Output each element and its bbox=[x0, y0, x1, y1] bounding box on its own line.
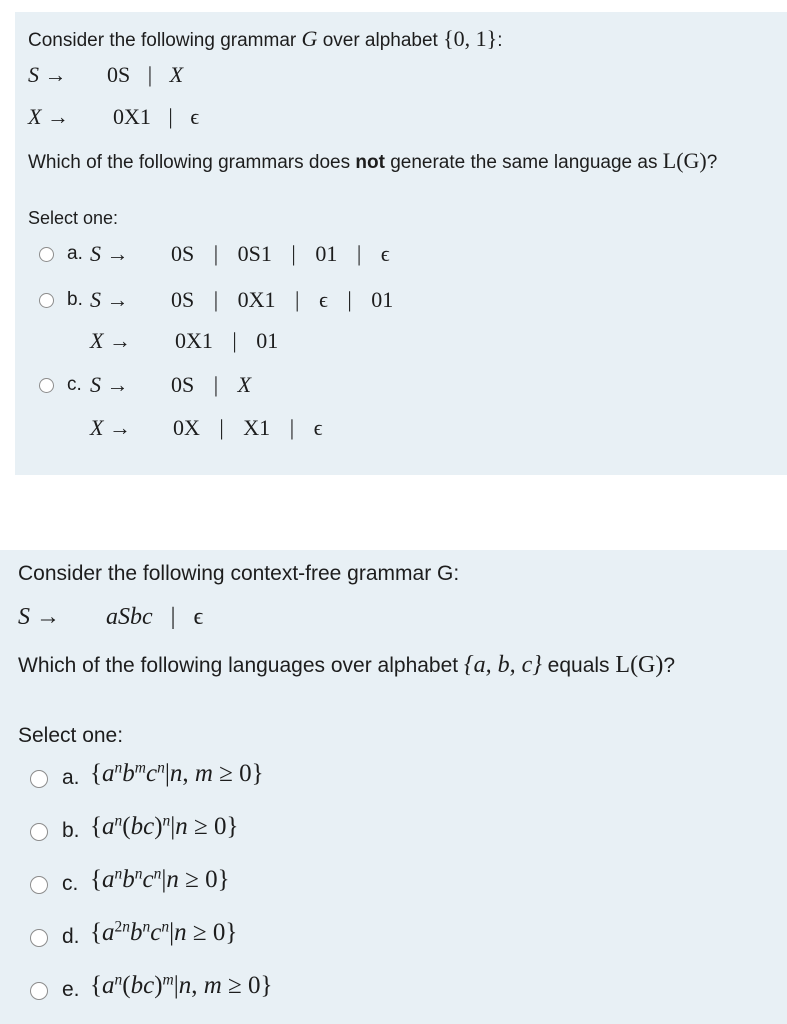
rule-alt: 0S1 bbox=[237, 241, 272, 266]
q1-rule-x bbox=[28, 104, 69, 130]
q1-select-label: Select one: bbox=[28, 208, 119, 228]
q2-option-b-set: $\{a^n(bc)^n|n \ge 0\}$ bbox=[90, 812, 239, 840]
q1-intro bbox=[28, 26, 503, 52]
q2-option-e-letter: e. bbox=[62, 978, 80, 1001]
q1-question-text: Which of the following grammars does bbox=[28, 152, 351, 173]
rule-lhs: S bbox=[90, 372, 101, 397]
rule-alt: 0S bbox=[107, 62, 131, 87]
rule-alt: ϵ bbox=[190, 104, 200, 129]
rule-separator: | bbox=[168, 104, 173, 129]
q2-equals-text: equals bbox=[547, 654, 610, 677]
rule-alt: aSbc bbox=[106, 604, 153, 630]
rule-separator: | bbox=[295, 287, 300, 312]
q1-rule-s-rhs bbox=[107, 62, 183, 88]
rule-separator: | bbox=[291, 241, 296, 266]
rule-separator: | bbox=[232, 328, 237, 353]
rule-arrow: → bbox=[106, 287, 129, 312]
q2-question bbox=[18, 652, 675, 679]
q1-option-a-line bbox=[90, 241, 129, 267]
q1-grammar-symbol: G bbox=[301, 26, 318, 51]
q1-option-c-letter: c. bbox=[67, 374, 82, 395]
rule-alt: 0S bbox=[171, 287, 195, 312]
q1-question bbox=[28, 148, 717, 174]
rule-arrow: → bbox=[108, 415, 131, 440]
rule-alt: 0X1 bbox=[113, 104, 151, 129]
q1-option-b-letter: b. bbox=[67, 289, 83, 310]
q1-question-end: ? bbox=[706, 152, 718, 173]
q2-option-c-set: $\{a^nb^nc^n|n \ge 0\}$ bbox=[90, 865, 230, 893]
q2-option-c-letter: c. bbox=[62, 872, 79, 895]
rule-separator: | bbox=[170, 604, 176, 630]
q1-option-c-radio[interactable] bbox=[39, 378, 54, 393]
rule-arrow: → bbox=[108, 328, 131, 353]
q1-option-a-rhs bbox=[171, 241, 390, 267]
q1-option-b-line-1 bbox=[90, 287, 129, 313]
rule-separator: | bbox=[347, 287, 352, 312]
q1-option-c-line-1 bbox=[90, 372, 129, 398]
q1-option-b-radio[interactable] bbox=[39, 293, 54, 308]
q2-option-b-radio[interactable] bbox=[30, 823, 48, 841]
question-1-card bbox=[15, 12, 787, 475]
q1-question-math: L(G) bbox=[662, 148, 707, 173]
rule-alt: 0X1 bbox=[237, 287, 276, 312]
rule-lhs: S bbox=[90, 287, 101, 312]
q1-option-b-line-2 bbox=[90, 328, 131, 354]
rule-alt: ϵ bbox=[380, 241, 390, 266]
q1-option-c-line-2 bbox=[90, 415, 131, 441]
q2-rule-rhs bbox=[106, 604, 203, 631]
rule-arrow: → bbox=[46, 104, 69, 129]
q2-alphabet: {a, b, c} bbox=[463, 652, 542, 678]
q2-option-a-radio[interactable] bbox=[30, 770, 48, 788]
q1-option-a-letter: a. bbox=[67, 243, 83, 264]
q2-select-label: Select one: bbox=[18, 724, 124, 747]
rule-separator: | bbox=[213, 287, 219, 312]
q2-option-b-letter: b. bbox=[62, 819, 80, 842]
rule-arrow: → bbox=[36, 604, 60, 630]
q2-question-end: ? bbox=[663, 654, 676, 677]
rule-arrow: → bbox=[106, 241, 129, 266]
rule-arrow: → bbox=[106, 372, 129, 397]
rule-lhs: X bbox=[90, 415, 104, 440]
rule-separator: | bbox=[147, 62, 153, 87]
rule-alt: 0X1 bbox=[175, 328, 213, 353]
q1-rule-x-rhs bbox=[113, 104, 199, 130]
q2-option-c-radio[interactable] bbox=[30, 876, 48, 894]
rule-separator: | bbox=[356, 241, 362, 266]
rule-alt: X1 bbox=[243, 415, 271, 440]
q1-over-alphabet-text: over alphabet bbox=[322, 30, 438, 51]
q2-rule bbox=[18, 604, 60, 631]
rule-alt: 0S bbox=[171, 372, 195, 397]
rule-alt: 0X bbox=[173, 415, 200, 440]
q1-option-a-radio[interactable] bbox=[39, 247, 54, 262]
rule-separator: | bbox=[213, 372, 219, 397]
rule-alt: ϵ bbox=[313, 415, 323, 440]
q2-question-math: L(G) bbox=[615, 652, 664, 678]
rule-alt: 01 bbox=[315, 241, 338, 266]
rule-alt: ϵ bbox=[193, 604, 204, 630]
q1-option-b-rhs-1 bbox=[171, 287, 393, 313]
q1-rule-s bbox=[28, 62, 67, 88]
rule-lhs: S bbox=[18, 604, 30, 630]
rule-alt: X bbox=[169, 62, 184, 87]
q1-option-c-rhs-2 bbox=[173, 415, 323, 441]
rule-lhs: X bbox=[90, 328, 104, 353]
rule-separator: | bbox=[213, 241, 219, 266]
rule-alt: ϵ bbox=[318, 287, 328, 312]
rule-alt: 01 bbox=[256, 328, 279, 353]
q2-option-e-set: {$a^n(bc)^m|n$, m ≥ 0} bbox=[90, 971, 273, 999]
rule-lhs: S bbox=[28, 62, 39, 87]
question-2-card bbox=[0, 550, 787, 1024]
q2-option-d-letter: d. bbox=[62, 925, 80, 948]
q1-option-b-rhs-2 bbox=[175, 328, 278, 354]
rule-lhs: X bbox=[28, 104, 42, 129]
rule-alt: X bbox=[237, 372, 252, 397]
q2-option-a-letter: a. bbox=[62, 766, 80, 789]
q2-option-a-set: {$a^nb^mc^n|n$, m ≥ 0} bbox=[90, 759, 264, 787]
q1-question-text-2: generate the same language as bbox=[390, 152, 658, 173]
q1-question-emphasis: not bbox=[355, 152, 385, 173]
rule-arrow: → bbox=[44, 62, 67, 87]
q1-intro-text: Consider the following grammar bbox=[28, 30, 297, 51]
q2-intro: Consider the following context-free grammar G: bbox=[18, 562, 460, 585]
q1-colon: : bbox=[497, 30, 503, 51]
q2-option-d-set: $\{a^{2n}b^nc^n|n \ge 0\}$ bbox=[90, 918, 238, 946]
q2-option-e-radio[interactable] bbox=[30, 982, 48, 1000]
q2-option-d-radio[interactable] bbox=[30, 929, 48, 947]
q1-alphabet: {0, 1} bbox=[443, 26, 498, 51]
rule-lhs: S bbox=[90, 241, 101, 266]
rule-separator: | bbox=[219, 415, 224, 440]
rule-alt: 0S bbox=[171, 241, 195, 266]
rule-alt: 01 bbox=[371, 287, 394, 312]
q1-option-c-rhs-1 bbox=[171, 372, 251, 398]
rule-separator: | bbox=[289, 415, 295, 440]
q2-question-text: Which of the following languages over alphabet bbox=[18, 654, 459, 677]
